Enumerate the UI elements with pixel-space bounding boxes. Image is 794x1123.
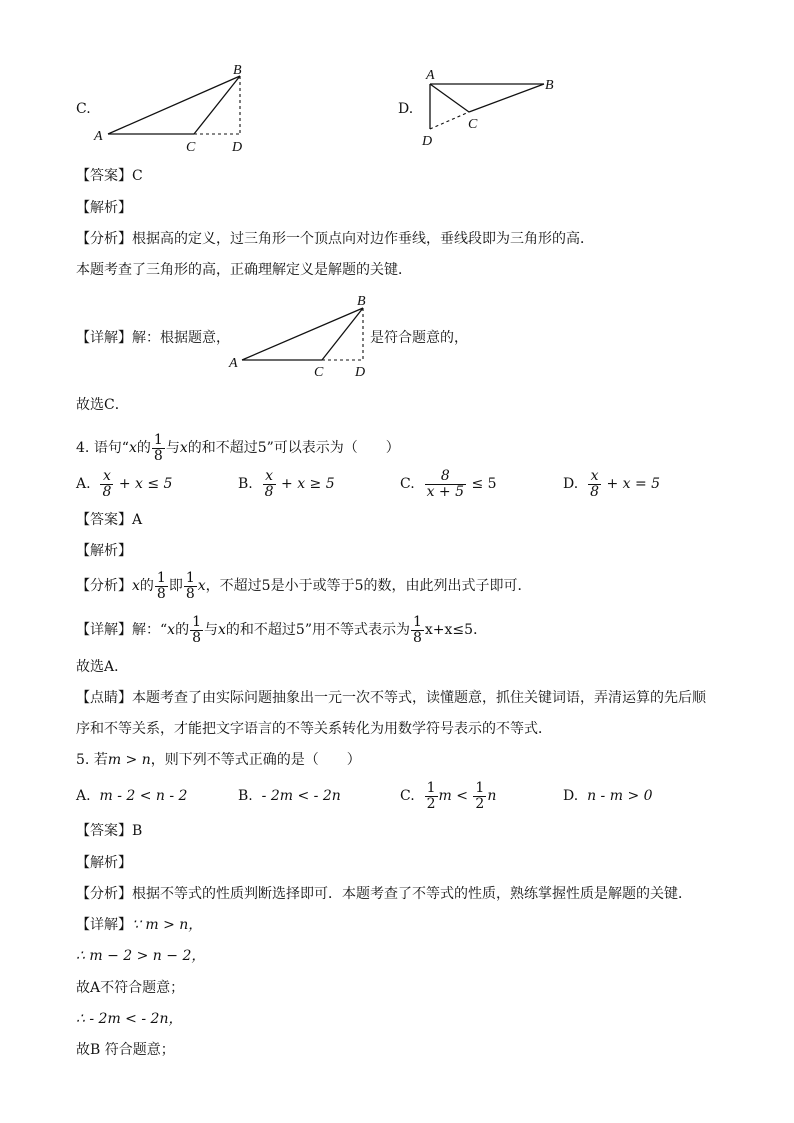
step-line: 故A不符合题意；	[76, 980, 185, 996]
note-line: 本题考查了三角形的高，正确理解定义是解题的关键．	[76, 262, 412, 278]
step-line: 故B 符合题意；	[76, 1042, 175, 1058]
option-b: B. - 2m < - 2n	[238, 788, 341, 804]
answer-line: 【答案】A	[76, 512, 143, 528]
question-number: 5.	[76, 752, 90, 768]
answer-line	[76, 167, 143, 185]
answer-value: C	[132, 168, 143, 184]
detail-text: 解：根据题意，	[132, 330, 230, 346]
detail-line: 【详解】解：“x的 $\frac{1}{8}$ 与x的和不超过5”用不等式表示为 $\frac{1}{8}$ x+x≤5．	[76, 613, 488, 646]
question-5-stem: 5. 若m > n，则下列不等式正确的是（ ）	[76, 752, 361, 768]
vertex-c: C	[186, 140, 196, 155]
fenxi-line	[76, 230, 594, 248]
fenxi-line: 【分析】根据不等式的性质判断选择即可．本题考查了不等式的性质，熟练掌握性质是解题的关键．	[76, 886, 692, 902]
analysis-tag: 【解析】	[76, 200, 132, 216]
analysis-tag: 【解析】	[76, 855, 132, 871]
option-c-label: C.	[76, 101, 91, 117]
detail-text-post: 是符合题意的，	[370, 330, 468, 346]
dianjing-line-1: 【点睛】本题考查了由实际问题抽象出一元一次不等式，读懂题意，抓住关键词语，弄清运算的先后顺	[76, 690, 706, 706]
dianjing-line-2: 序和不等关系，才能把文字语言的不等关系转化为用数学符号表示的不等式．	[76, 721, 552, 737]
option-c: C. $\frac{8}{x + 5}$ ≤ 5	[400, 467, 497, 500]
fenxi-text: 根据高的定义，过三角形一个顶点向对边作垂线，垂线段即为三角形的高．	[132, 231, 594, 247]
question-4-stem: 4. 语句“x的 $\frac{1}{8}$ 与x的和不超过5”可以表示为（ ）	[76, 431, 400, 464]
vertex-c: C	[468, 117, 478, 132]
vertex-b: B	[233, 63, 242, 78]
vertex-d: D	[355, 365, 366, 378]
vertex-a: A	[426, 68, 435, 83]
detail-tag: 【详解】	[76, 330, 132, 346]
fenxi-tag: 【分析】	[76, 231, 132, 247]
triangle-figure-d	[414, 62, 574, 152]
detail-line	[76, 329, 230, 347]
vertex-b: B	[357, 294, 366, 309]
triangle-figure-c	[90, 58, 260, 158]
option-d-label: D.	[398, 101, 414, 117]
option-d: D. $\frac{x}{8}$ + x = 5	[563, 467, 661, 500]
option-a: A. $\frac{x}{8}$ + x ≤ 5	[76, 467, 173, 500]
conclusion: 故选A．	[76, 659, 129, 675]
answer-value: A	[132, 512, 143, 528]
conclusion: 故选C．	[76, 397, 129, 413]
vertex-a: A	[229, 356, 238, 371]
vertex-b: B	[545, 78, 554, 93]
answer-tag: 【答案】	[76, 168, 132, 184]
triangle-figure-detail	[226, 290, 374, 378]
vertex-d: D	[232, 140, 243, 155]
vertex-c: C	[314, 365, 324, 378]
step-line: ∴ - 2m < - 2n，	[76, 1011, 183, 1027]
detail-line: 【详解】∵ m > n，	[76, 917, 203, 933]
option-b: B. $\frac{x}{8}$ + x ≥ 5	[238, 467, 335, 500]
vertex-d: D	[422, 134, 433, 149]
question-number: 4.	[76, 440, 90, 456]
option-a: A. m - 2 < n - 2	[76, 788, 188, 804]
option-c: C. $\frac{1}{2}$ m < $\frac{1}{2}$ n	[400, 779, 497, 812]
answer-line: 【答案】B	[76, 823, 143, 839]
analysis-tag: 【解析】	[76, 543, 132, 559]
option-d: D. n - m > 0	[563, 788, 653, 804]
answer-value: B	[132, 823, 143, 839]
vertex-a: A	[94, 129, 103, 144]
fraction-one-eighth: $\frac{1}{8}$	[153, 431, 163, 464]
step-line: ∴ m − 2 > n − 2，	[76, 948, 206, 964]
fenxi-line: 【分析】x的 $\frac{1}{8}$ 即 $\frac{1}{8}$ x，不超过5是小于或等于5的数，由此列出式子即可．	[76, 569, 532, 602]
